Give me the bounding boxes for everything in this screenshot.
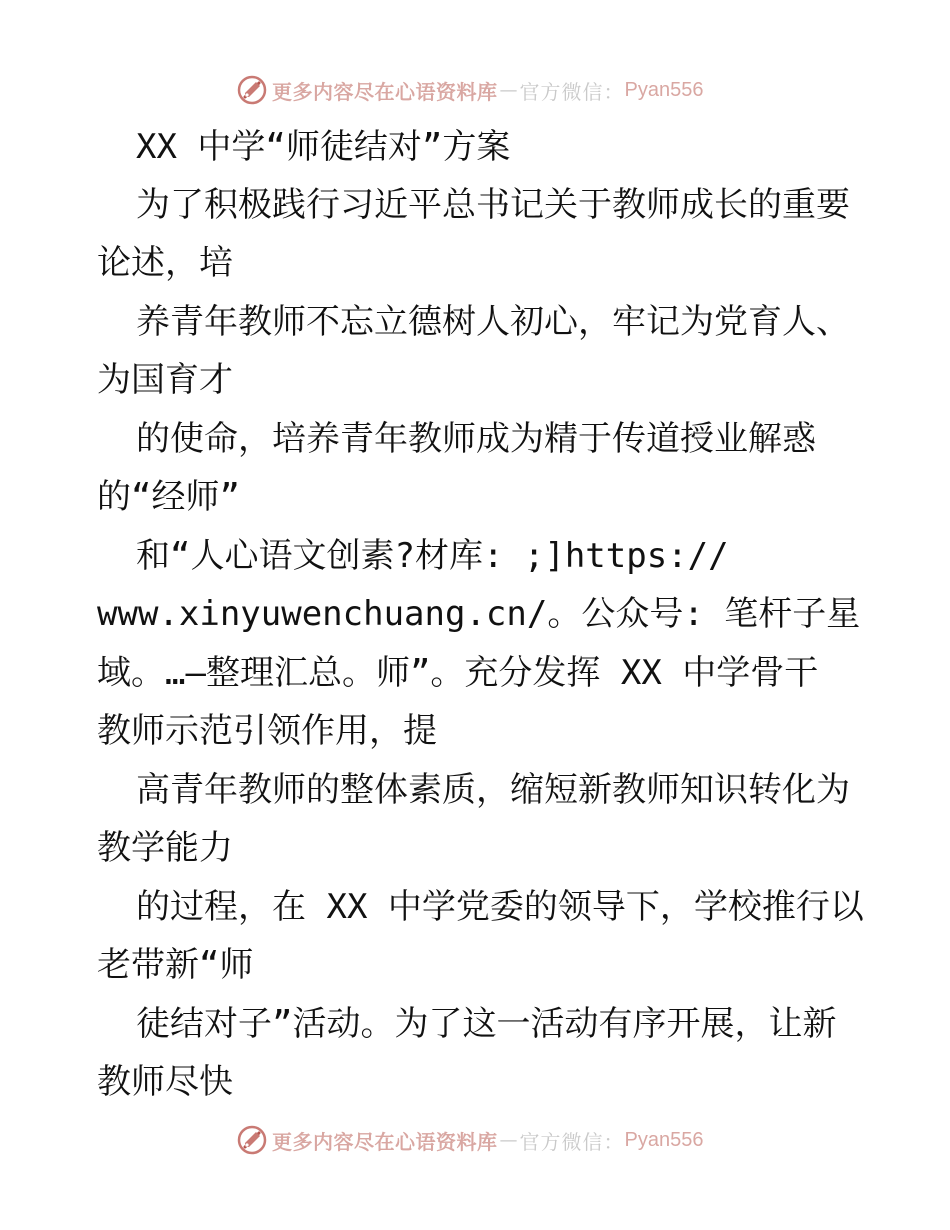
text-line: 养青年教师不忘立德树人初心，牢记为党育人、 bbox=[136, 302, 850, 342]
text-line: 徒结对子”活动。为了这一活动有序开展，让新 bbox=[136, 1004, 837, 1044]
text-line: 教学能力 bbox=[97, 828, 233, 868]
banner-wechat-id: Pyan556 bbox=[624, 78, 704, 101]
banner-separator: — bbox=[499, 79, 518, 101]
banner-text: 更多内容尽在心语资料库 bbox=[272, 79, 498, 104]
banner-wechat-id: Pyan556 bbox=[624, 1128, 704, 1151]
text-line: 的过程，在 XX 中学党委的领导下，学校推行以 bbox=[136, 887, 864, 927]
text-line: 的“经师” bbox=[97, 477, 240, 517]
text-line: 为国育才 bbox=[97, 360, 233, 400]
text-line: 高青年教师的整体素质，缩短新教师知识转化为 bbox=[136, 770, 850, 810]
banner-official-label: 官方微信： bbox=[519, 79, 625, 104]
pen-logo-icon bbox=[236, 1124, 268, 1156]
document-title: XX 中学“师徒结对”方案 bbox=[136, 127, 511, 167]
text-line: 和“人心语文创素?材库: ;]https:// bbox=[136, 536, 729, 576]
text-line: 为了积极践行习近平总书记关于教师成长的重要 bbox=[136, 185, 850, 225]
text-line: www.xinyuwenchuang.cn/。公众号: 笔杆子星 bbox=[97, 594, 861, 634]
banner-official-label: 官方微信： bbox=[519, 1129, 625, 1154]
text-line: 的使命，培养青年教师成为精于传道授业解惑 bbox=[136, 419, 816, 459]
text-line: 教师示范引领作用，提 bbox=[97, 711, 437, 751]
text-line: 域。…—整理汇总。师”。充分发挥 XX 中学骨干 bbox=[97, 653, 819, 693]
text-line: 论述，培 bbox=[97, 243, 233, 283]
footer-banner bbox=[236, 1123, 703, 1157]
text-line: 老带新“师 bbox=[97, 945, 254, 985]
text-line: 教师尽快 bbox=[97, 1062, 233, 1102]
banner-separator: — bbox=[499, 1129, 518, 1151]
banner-text: 更多内容尽在心语资料库 bbox=[272, 1129, 498, 1154]
